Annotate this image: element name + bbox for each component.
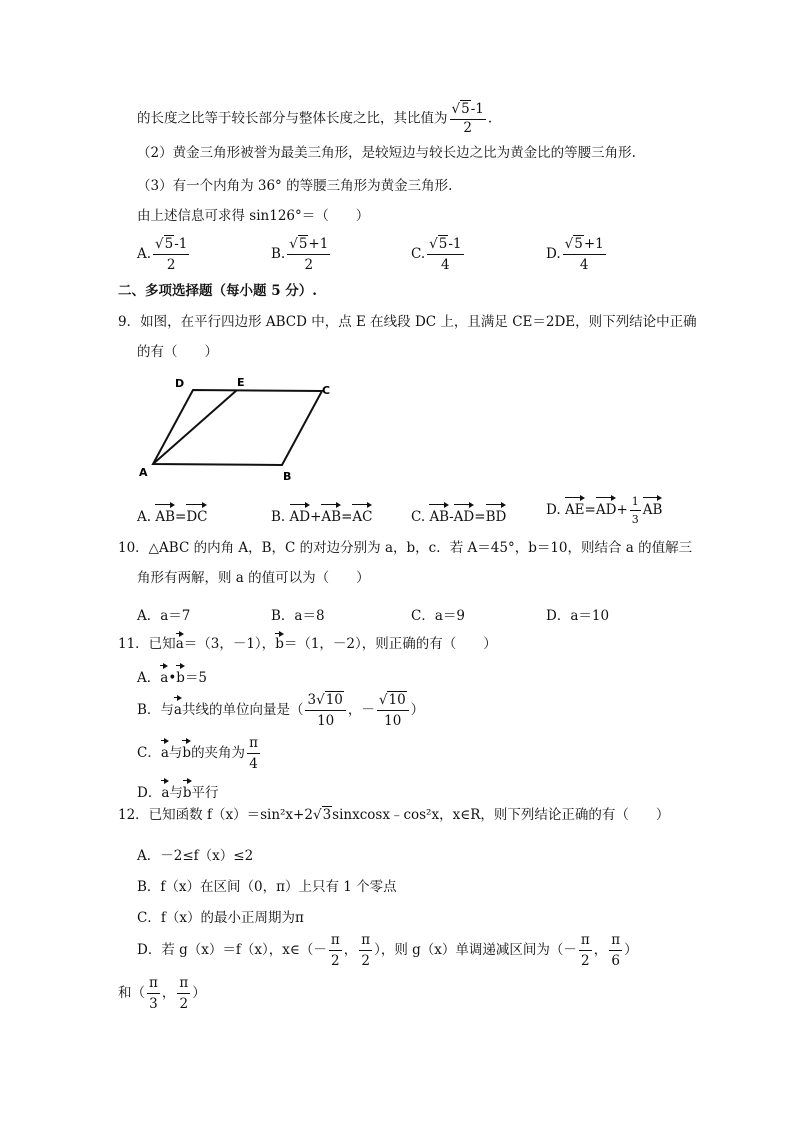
intro-line-4: 由上述信息可求得 sin126°＝（ ） [137, 208, 370, 224]
q12-stem: 12．已知函数 f（x）＝sin²x+2√3sinxcosx﹣cos²x，x∈R，则下列结论正确的有（ ） [118, 807, 670, 823]
q8-option-c[interactable]: C. $\frac{√5-1}{4}$ [411, 236, 462, 273]
q11-option-b[interactable]: B．与a共线的单位向量是（ $\frac{3√10}{10}$ ，－ $\frac{√10}{10}$ ） [137, 692, 425, 729]
intro-text: 的长度之比等于较长部分与整体长度之比，其比值为 [137, 110, 448, 127]
golden-ratio-fraction: $\frac{√5-1}{2}$ [451, 101, 484, 136]
intro-line-1: 的长度之比等于较长部分与整体长度之比，其比值为 $\frac{√5-1}{2}$ . [137, 101, 493, 136]
q9-stem-2: 的有（ ） [137, 344, 218, 360]
q9-option-b[interactable]: B. AD+AB=AC [271, 503, 372, 525]
label-c: C [322, 384, 331, 397]
label-d: D [175, 377, 185, 390]
intro-line-3: （3）有一个内角为 36° 的等腰三角形为黄金三角形. [137, 178, 453, 194]
section-2-heading: 二、多项选择题（每小题 5 分）. [118, 283, 317, 299]
q12-option-c[interactable]: C．f（x）的最小正周期为π [137, 910, 304, 926]
q10-stem-2: 角形有两解，则 a 的值可以为（ ） [137, 570, 370, 586]
q9-option-c[interactable]: C. AB-AD=BD [411, 503, 506, 525]
intro-line-2: （2）黄金三角形被誉为最美三角形，是较短边与较长边之比为黄金比的等腰三角形. [137, 145, 636, 161]
q12-option-b[interactable]: B．f（x）在区间（0，π）上只有 1 个零点 [137, 879, 397, 895]
q8-option-d[interactable]: D. $\frac{√5+1}{4}$ [546, 236, 604, 273]
q10-stem-1: 10．△ABC 的内角 A，B，C 的对边分别为 a，b，c．若 A＝45°，b＝10，则结合 a 的值解三 [118, 540, 693, 556]
q9-option-d[interactable]: D. AE=AD+ $\frac{1}{3}$ AB [546, 495, 663, 526]
q9-stem-1: 9．如图，在平行四边形 ABCD 中，点 E 在线段 DC 上，且满足 CE＝2DE，则下列结论中正确 [118, 314, 697, 330]
label-a: A [139, 466, 148, 479]
q10-option-b[interactable]: B．a＝8 [271, 608, 325, 624]
q11-option-c[interactable]: C．a与b的夹角为 $\frac{\pi}{4}$ [137, 735, 258, 772]
q10-option-c[interactable]: C．a＝9 [411, 608, 465, 624]
label-b: B [283, 470, 292, 483]
q11-stem: 11．已知a＝（3，－1），b＝（1，－2），则正确的有（ ） [118, 632, 497, 652]
q9-option-a[interactable]: A. AB=DC [137, 503, 207, 525]
q12-option-d[interactable]: D．若 g（x）＝f（x），x∈（－ $\frac{\pi}{2}$ ， $\frac{\pi}{2}$ ），则 g（x）单调递减区间为（－ $\frac{\pi}{2}$ ， $\frac{\pi}{6}$ ） [137, 932, 638, 969]
q8-option-b[interactable]: B. $\frac{√5+1}{2}$ [271, 236, 329, 273]
q11-option-a[interactable]: A．a•b＝5 [137, 664, 207, 686]
q8-option-a[interactable]: A. $\frac{√5-1}{2}$ [137, 236, 188, 273]
q12-option-a[interactable]: A．－2≤f（x）≤2 [137, 848, 254, 864]
q12-option-d-continued: 和（ $\frac{\pi}{3}$ ， $\frac{\pi}{2}$ ） [118, 975, 206, 1012]
q11-option-d[interactable]: D．a与b平行 [137, 779, 219, 801]
parallelogram-abcd [153, 390, 322, 465]
segment-ae [153, 390, 237, 464]
parallelogram-figure [136, 372, 346, 487]
q10-option-d[interactable]: D．a＝10 [546, 608, 610, 624]
label-e: E [237, 376, 245, 389]
q10-option-a[interactable]: A．a＝7 [137, 608, 191, 624]
